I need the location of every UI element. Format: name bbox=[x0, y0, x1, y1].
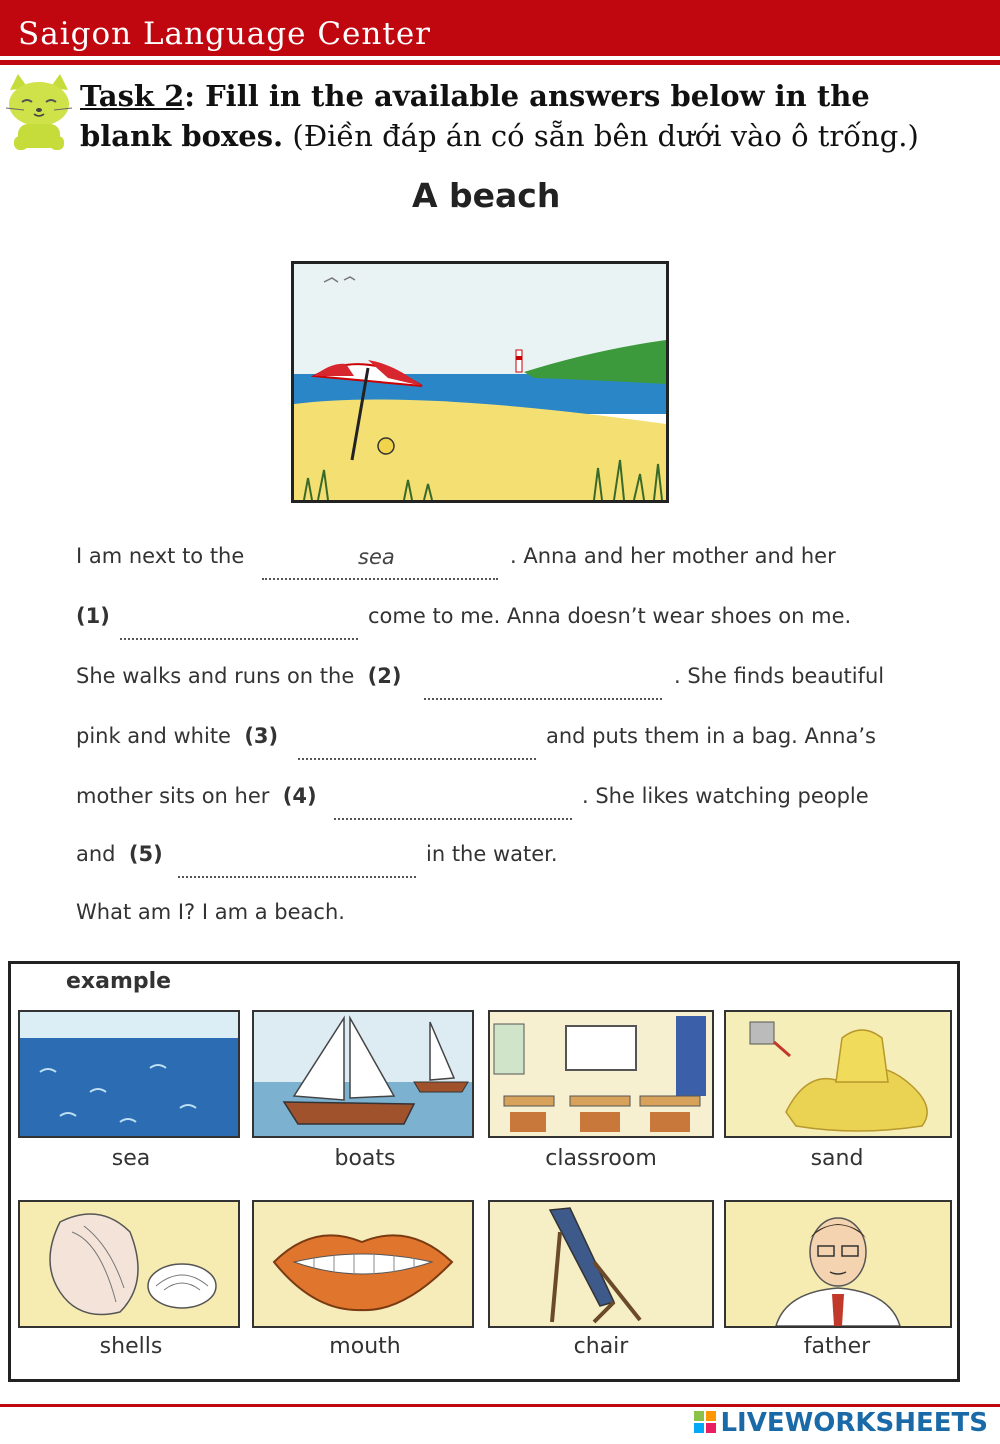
father-icon bbox=[726, 1202, 950, 1326]
choice-card-shells[interactable] bbox=[18, 1200, 240, 1328]
task-instruction-line1 bbox=[80, 78, 870, 114]
header-divider bbox=[0, 60, 1000, 65]
choice-label-mouth: mouth bbox=[329, 1334, 401, 1359]
choice-card-chair[interactable] bbox=[488, 1200, 714, 1328]
mouth-icon bbox=[254, 1202, 472, 1326]
beach-illustration bbox=[291, 261, 669, 503]
answer-input-1[interactable] bbox=[120, 603, 362, 639]
blank-number-2: (2) bbox=[367, 664, 402, 688]
blank-line-3 bbox=[298, 758, 536, 760]
story-line-7: What am I? I am a beach. bbox=[76, 900, 345, 924]
answer-input-3[interactable] bbox=[298, 723, 540, 759]
blank-number-3: (3) bbox=[244, 724, 279, 748]
example-blank-line bbox=[262, 578, 498, 580]
logo-text: LIVEWORKSHEETS bbox=[720, 1408, 988, 1438]
task-instruction-text: : Fill in the available answers below in the bbox=[184, 79, 870, 113]
blank-number-1: (1) bbox=[76, 604, 110, 628]
blank-number-5: (5) bbox=[128, 842, 163, 866]
blank-line-2 bbox=[424, 698, 662, 700]
choice-card-sea[interactable] bbox=[18, 1010, 240, 1138]
task-instruction-line2 bbox=[80, 118, 919, 154]
task-translation: (Điền đáp án có sẵn bên dưới vào ô trống.) bbox=[292, 119, 919, 153]
story-line-5 bbox=[76, 784, 317, 808]
cat-mascot-icon bbox=[0, 72, 78, 154]
example-answer: sea bbox=[358, 545, 395, 569]
blank-line-4 bbox=[334, 818, 572, 820]
choice-label-boats: boats bbox=[334, 1146, 396, 1171]
story-line-3-start: She walks and runs on the bbox=[76, 664, 355, 688]
center-title: Saigon Language Center bbox=[18, 16, 431, 52]
story-line-3-end: . She finds beautiful bbox=[674, 664, 885, 688]
shells-icon bbox=[20, 1202, 238, 1326]
story-line-4 bbox=[76, 724, 278, 748]
example-label: example bbox=[66, 969, 172, 994]
story-line-6-start: and bbox=[76, 842, 116, 866]
beach-scene-icon bbox=[294, 264, 666, 500]
answer-input-2[interactable] bbox=[424, 663, 666, 699]
choice-card-sand[interactable] bbox=[724, 1010, 952, 1138]
story-line-1-end: . Anna and her mother and her bbox=[510, 544, 836, 568]
footer-divider bbox=[0, 1404, 1000, 1407]
answer-input-4[interactable] bbox=[334, 783, 576, 819]
chair-icon bbox=[490, 1202, 712, 1326]
choice-label-sand: sand bbox=[810, 1146, 864, 1171]
story-line-5-start: mother sits on her bbox=[76, 784, 270, 808]
story-title: A beach bbox=[412, 176, 561, 215]
choice-label-shells: shells bbox=[99, 1334, 163, 1359]
choice-label-sea: sea bbox=[111, 1146, 151, 1171]
task-label: Task 2 bbox=[80, 79, 185, 113]
choice-card-mouth[interactable] bbox=[252, 1200, 474, 1328]
blank-line-5 bbox=[178, 876, 416, 878]
classroom-icon bbox=[490, 1012, 712, 1136]
choice-label-father: father bbox=[803, 1334, 871, 1359]
liveworksheets-logo bbox=[694, 1408, 988, 1438]
choice-label-chair: chair bbox=[573, 1334, 629, 1359]
story-line-3 bbox=[76, 664, 401, 688]
header-bar bbox=[0, 0, 1000, 56]
choice-card-classroom[interactable] bbox=[488, 1010, 714, 1138]
choice-card-father[interactable] bbox=[724, 1200, 952, 1328]
story-line-4-end: and puts them in a bag. Anna’s bbox=[546, 724, 876, 748]
blank-number-4: (4) bbox=[282, 784, 317, 808]
story-line-1 bbox=[76, 544, 244, 568]
sand-icon bbox=[726, 1012, 950, 1136]
answer-input-5[interactable] bbox=[178, 841, 420, 877]
story-line-5-end: . She likes watching people bbox=[582, 784, 869, 808]
task-instruction-bold: blank boxes. bbox=[80, 119, 284, 153]
sea-icon bbox=[20, 1012, 238, 1136]
choice-card-boats[interactable] bbox=[252, 1010, 474, 1138]
story-line-4-start: pink and white bbox=[76, 724, 231, 748]
story-line-6 bbox=[76, 842, 163, 866]
blank-line-1 bbox=[120, 638, 358, 640]
story-line-2-num bbox=[76, 604, 110, 628]
liveworksheets-mark-icon bbox=[694, 1411, 716, 1433]
boats-icon bbox=[254, 1012, 472, 1136]
story-line-2-end: come to me. Anna doesn’t wear shoes on me. bbox=[368, 604, 852, 628]
choice-label-classroom: classroom bbox=[545, 1146, 657, 1171]
story-line-1-start: I am next to the bbox=[76, 544, 245, 568]
story-line-6-end: in the water. bbox=[426, 842, 558, 866]
